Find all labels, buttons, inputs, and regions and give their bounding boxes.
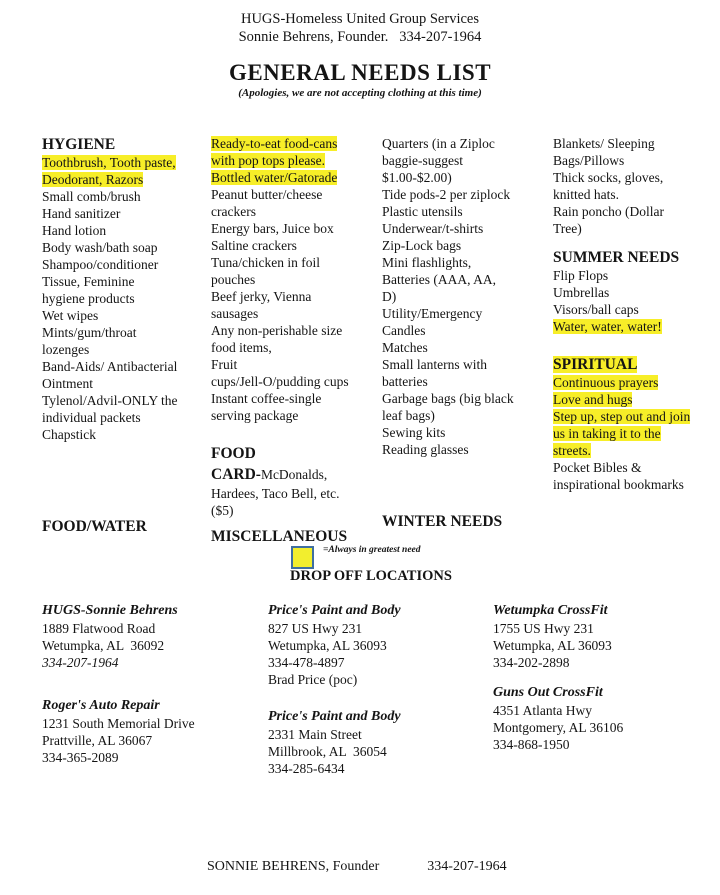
summer-list: [553, 267, 720, 335]
needs-line: FOOD: [211, 445, 256, 462]
location-line: 334-285-6434: [268, 761, 345, 776]
page-title: GENERAL NEEDS LIST: [228, 60, 492, 85]
needs-line: crackers: [211, 204, 256, 219]
needs-line: us in taking it to the: [553, 426, 661, 441]
location-name: Wetumpka CrossFit: [493, 603, 608, 618]
needs-line: Tissue, Feminine: [42, 274, 135, 289]
location-entry: [42, 697, 257, 766]
needs-line: Tuna/chicken in foil: [211, 255, 320, 270]
needs-line: Underwear/t-shirts: [382, 221, 484, 236]
location-lines: [268, 726, 483, 777]
locations-column-1: [42, 602, 257, 766]
needs-line: Thick socks, gloves,: [553, 170, 664, 185]
needs-line: Tree): [553, 221, 582, 236]
needs-line: knitted hats.: [553, 187, 619, 202]
miscellaneous-heading: MISCELLANEOUS: [211, 528, 348, 545]
food-list: [211, 135, 379, 424]
location-line: Millbrook, AL 36054: [268, 744, 387, 759]
general-items-list: [382, 135, 550, 458]
needs-line: Instant coffee-single: [211, 391, 322, 406]
needs-line: Bags/Pillows: [553, 153, 625, 168]
location-line: Wetumpka, AL 36092: [42, 638, 165, 653]
location-line: 1755 US Hwy 231: [493, 621, 594, 636]
needs-line: Saltine crackers: [211, 238, 297, 253]
needs-line: Rain poncho (Dollar: [553, 204, 664, 219]
needs-line: Matches: [382, 340, 428, 355]
needs-line: Wet wipes: [42, 308, 99, 323]
location-entry: [42, 602, 257, 671]
hygiene-list: [42, 154, 210, 443]
food-card-section: [211, 443, 379, 519]
needs-line: Plastic utensils: [382, 204, 463, 219]
needs-line: Mints/gum/throat: [42, 325, 137, 340]
needs-line: Continuous prayers: [553, 375, 659, 390]
needs-line: streets.: [553, 443, 591, 458]
needs-line: hygiene products: [42, 291, 135, 306]
needs-line: Small lanterns with: [382, 357, 487, 372]
needs-line: Step up, step out and join: [553, 409, 691, 424]
clothing-notice: (Apologies, we are not accepting clothing at this time): [238, 87, 482, 99]
needs-line: Zip-Lock bags: [382, 238, 462, 253]
spiritual-list: [553, 374, 720, 493]
location-line: Wetumpka, AL 36093: [493, 638, 612, 653]
needs-line: Water, water, water!: [553, 319, 662, 334]
needs-line: Chapstick: [42, 427, 96, 442]
location-line: 1231 South Memorial Drive: [42, 716, 195, 731]
location-line: 334-478-4897: [268, 655, 345, 670]
footer: [207, 858, 507, 876]
needs-line: cups/Jell-O/pudding cups: [211, 374, 349, 389]
needs-line: Toothbrush, Tooth paste,: [42, 155, 176, 170]
needs-line: Body wash/bath soap: [42, 240, 158, 255]
location-line: Wetumpka, AL 36093: [268, 638, 387, 653]
needs-line: Quarters (in a Ziploc: [382, 136, 495, 151]
needs-line: Batteries (AAA, AA,: [382, 272, 496, 287]
needs-line: Bottled water/Gatorade: [211, 170, 338, 185]
needs-line: Hand lotion: [42, 223, 107, 238]
needs-line: Reading glasses: [382, 442, 469, 457]
winter-needs-heading: WINTER NEEDS: [382, 513, 503, 530]
location-line: 4351 Atlanta Hwy: [493, 703, 592, 718]
needs-line: Hand sanitizer: [42, 206, 121, 221]
header: [0, 10, 720, 100]
location-line: 1889 Flatwood Road: [42, 621, 156, 636]
location-line: Prattville, AL 36067: [42, 733, 153, 748]
needs-line: Fruit: [211, 357, 238, 372]
hygiene-heading: HYGIENE: [42, 136, 116, 153]
location-line: 2331 Main Street: [268, 727, 362, 742]
location-lines: [42, 620, 257, 671]
needs-line: Beef jerky, Vienna: [211, 289, 312, 304]
spiritual-heading: [553, 355, 720, 374]
needs-line: serving package: [211, 408, 299, 423]
needs-line: Any non-perishable size: [211, 323, 343, 338]
needs-line: pouches: [211, 272, 256, 287]
needs-lists: [0, 135, 720, 600]
location-lines: [42, 715, 257, 766]
footer-founder: SONNIE BEHRENS, Founder: [207, 859, 380, 874]
location-line: 334-207-1964: [42, 655, 119, 670]
needs-line: food items,: [211, 340, 272, 355]
location-line: Brad Price (poc): [268, 672, 358, 687]
needs-line: Hardees, Taco Bell, etc.: [211, 486, 340, 501]
needs-line: Visors/ball caps: [553, 302, 639, 317]
org-name: HUGS-Homeless United Group Services: [240, 11, 479, 27]
needs-line: with pop tops please.: [211, 153, 325, 168]
needs-line: Love and hugs: [553, 392, 633, 407]
location-line: Montgomery, AL 36106: [493, 720, 624, 735]
summer-needs-heading: SUMMER NEEDS: [553, 249, 680, 266]
location-lines: [493, 702, 708, 753]
location-entry: [268, 708, 483, 777]
location-entry: [268, 602, 483, 688]
location-entry: [493, 602, 708, 671]
needs-line: Mini flashlights,: [382, 255, 472, 270]
needs-line: Blankets/ Sleeping: [553, 136, 655, 151]
location-line: 334-202-2898: [493, 655, 570, 670]
needs-column-3: [382, 135, 550, 531]
needs-line: $1.00-$2.00): [382, 170, 452, 185]
needs-column-2: [211, 135, 379, 546]
needs-line: Shampoo/conditioner: [42, 257, 159, 272]
drop-off-locations-heading: DROP OFF LOCATIONS: [290, 568, 452, 584]
needs-line: Utility/Emergency: [382, 306, 483, 321]
needs-line: individual packets: [42, 410, 141, 425]
location-lines: [268, 620, 483, 688]
needs-line: Peanut butter/cheese: [211, 187, 323, 202]
highlight-legend-note: =Always in greatest need: [323, 545, 421, 555]
needs-line: sausages: [211, 306, 259, 321]
location-entry: [493, 684, 708, 753]
location-name: Guns Out CrossFit: [493, 685, 603, 700]
needs-line: Tide pods-2 per ziplock: [382, 187, 511, 202]
needs-line: Band-Aids/ Antibacterial: [42, 359, 178, 374]
needs-line: D): [382, 289, 397, 304]
location-name: Price's Paint and Body: [268, 709, 401, 724]
needs-line: Garbage bags (big black: [382, 391, 514, 406]
location-lines: [493, 620, 708, 671]
needs-line: Flip Flops: [553, 268, 609, 283]
needs-line: batteries: [382, 374, 428, 389]
food-water-heading: FOOD/WATER: [42, 518, 147, 535]
needs-line: ($5): [211, 503, 234, 518]
needs-line: Ointment: [42, 376, 93, 391]
needs-line: Small comb/brush: [42, 189, 141, 204]
location-name: HUGS-Sonnie Behrens: [42, 603, 178, 618]
needs-line: Candles: [382, 323, 426, 338]
location-line: 334-365-2089: [42, 750, 119, 765]
needs-line: Sewing kits: [382, 425, 446, 440]
locations-column-2: [268, 602, 483, 777]
blankets-list: [553, 135, 720, 237]
needs-line: Ready-to-eat food-cans: [211, 136, 338, 151]
location-line: 334-868-1950: [493, 737, 570, 752]
highlight-legend-square: [291, 546, 314, 569]
needs-line: CARD-McDonalds,: [211, 466, 328, 483]
spiritual-heading-text: SPIRITUAL: [553, 356, 638, 373]
founder-contact-line: Sonnie Behrens, Founder. 334-207-1964: [238, 29, 482, 45]
needs-line: baggie-suggest: [382, 153, 463, 168]
drop-off-locations: [0, 602, 720, 802]
needs-line: Tylenol/Advil-ONLY the: [42, 393, 178, 408]
needs-line: inspirational bookmarks: [553, 477, 684, 492]
needs-line: Deodorant, Razors: [42, 172, 144, 187]
needs-column-1: [42, 135, 210, 536]
location-line: 827 US Hwy 231: [268, 621, 363, 636]
needs-line: leaf bags): [382, 408, 435, 423]
needs-line: Energy bars, Juice box: [211, 221, 334, 236]
needs-line: Pocket Bibles &: [553, 460, 642, 475]
needs-line: lozenges: [42, 342, 90, 357]
location-name: Roger's Auto Repair: [42, 698, 160, 713]
location-name: Price's Paint and Body: [268, 603, 401, 618]
locations-column-3: [493, 602, 708, 753]
footer-phone: 334-207-1964: [427, 859, 507, 874]
needs-column-4: [553, 135, 720, 493]
needs-line: Umbrellas: [553, 285, 610, 300]
